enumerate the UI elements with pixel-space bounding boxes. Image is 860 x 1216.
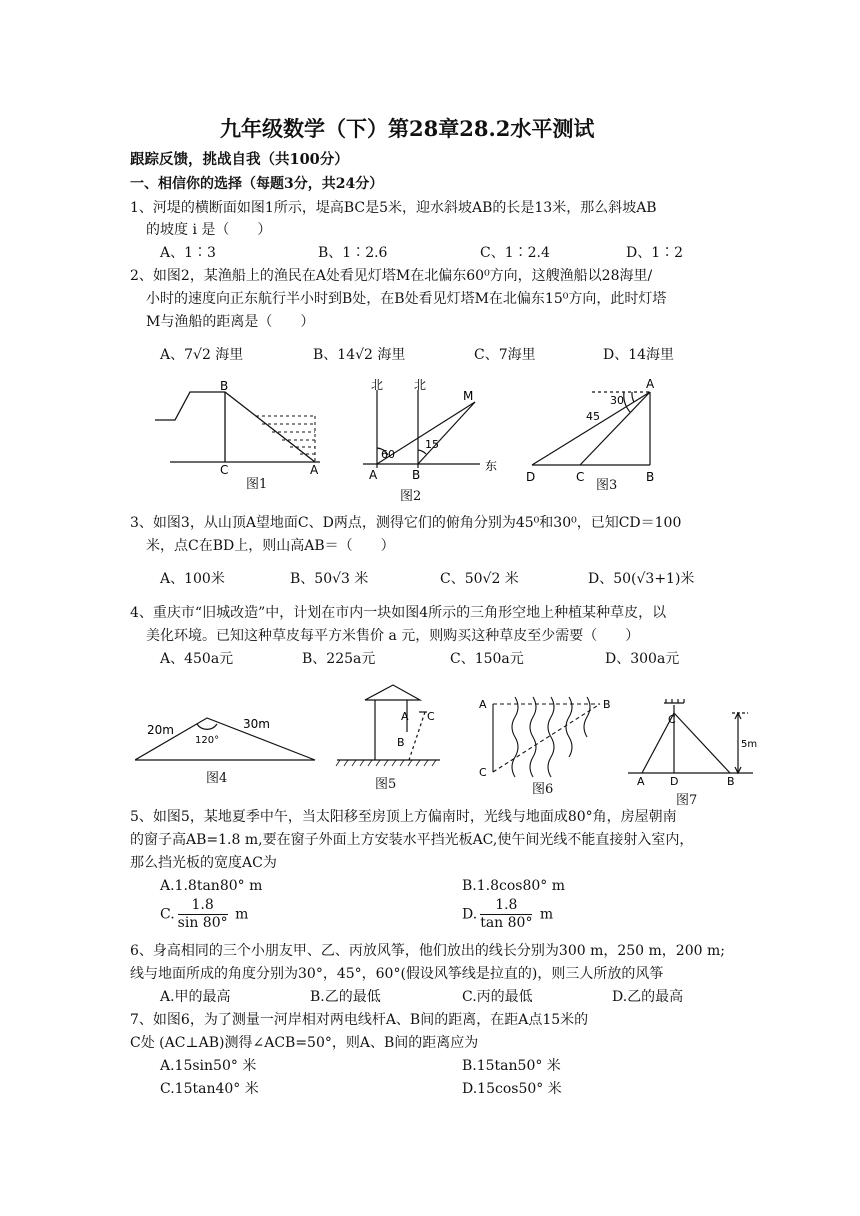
q6-option-a: A.甲的最高 bbox=[160, 989, 231, 1005]
q1-option-c: C、1∶2.4 bbox=[480, 245, 550, 261]
q2-line1: 2、如图2，某渔船上的渔民在A处看见灯塔M在北偏东60⁰方向，这艘渔船以28海里/ bbox=[130, 268, 653, 284]
fig5-caption: 图5 bbox=[375, 777, 397, 792]
fig1-label-b: B bbox=[220, 380, 229, 393]
q5-line3: 那么挡光板的宽度AC为 bbox=[130, 855, 277, 871]
fig2-east: 东 bbox=[485, 459, 498, 473]
page-title: 九年级数学（下）第28章28.2水平测试 bbox=[220, 116, 595, 141]
q2-option-a: A、7√2 海里 bbox=[160, 347, 244, 363]
q3-option-b: B、50√3 米 bbox=[290, 571, 369, 587]
fig4-side-20m: 20m bbox=[147, 723, 174, 737]
q7-line2: C处 (AC⊥AB)测得∠ACB=50°，则A、B间的距离应为 bbox=[130, 1035, 479, 1051]
fig7-label-d: D bbox=[670, 775, 679, 785]
fig6-label-b: B bbox=[603, 698, 611, 711]
q7-option-d: D.15cos50° 米 bbox=[462, 1081, 562, 1097]
q5-d-denominator: tan 80° bbox=[480, 915, 533, 931]
figure-2 bbox=[355, 378, 505, 483]
q2-option-c: C、7海里 bbox=[474, 347, 536, 363]
q1-option-b: B、1∶2.6 bbox=[318, 245, 388, 261]
q5-option-c bbox=[160, 897, 248, 932]
fig2-north-1: 北 bbox=[371, 378, 384, 392]
q5-c-prefix: C. bbox=[160, 906, 175, 923]
fig1-label-c: C bbox=[220, 463, 229, 475]
q2-option-b: B、14√2 海里 bbox=[313, 347, 406, 363]
q7-option-a: A.15sin50° 米 bbox=[160, 1058, 257, 1074]
q6-option-b: B.乙的最低 bbox=[310, 989, 381, 1005]
fig4-side-30m: 30m bbox=[243, 717, 270, 731]
fig3-angle-45: 45 bbox=[586, 410, 600, 423]
figure-5 bbox=[335, 682, 450, 774]
fig3-label-a: A bbox=[646, 377, 655, 391]
q5-d-numerator: 1.8 bbox=[480, 897, 532, 915]
q3-option-c: C、50√2 米 bbox=[440, 571, 519, 587]
q7-option-b: B.15tan50° 米 bbox=[462, 1058, 561, 1074]
q5-option-b: B.1.8cos80° m bbox=[462, 878, 565, 894]
q3-option-a: A、100米 bbox=[160, 571, 225, 587]
fig6-caption: 图6 bbox=[532, 782, 554, 797]
q5-line2: 的窗子高AB=1.8 m,要在窗子外面上方安装水平挡光板AC,使午间光线不能直接射入室内， bbox=[130, 832, 694, 848]
q4-option-c: C、150a元 bbox=[450, 651, 524, 667]
fig2-angle-15: 15 bbox=[425, 438, 439, 451]
fig7-caption: 图7 bbox=[676, 793, 698, 808]
fig3-angle-30: 30 bbox=[610, 394, 624, 407]
fig2-angle-60: 60 bbox=[381, 448, 395, 461]
fig3-caption: 图3 bbox=[596, 478, 618, 493]
fig1-label-a: A bbox=[310, 463, 319, 475]
q6-line2: 线与地面所成的角度分别为30°，45°，60°(假设风筝线是拉直的)，则三人所放的风筝 bbox=[130, 966, 664, 982]
q5-option-d bbox=[462, 897, 553, 932]
q3-option-d: D、50(√3+1)米 bbox=[588, 571, 695, 587]
fig3-label-b: B bbox=[646, 470, 655, 484]
fig2-label-a: A bbox=[369, 468, 378, 482]
fig5-label-a: A bbox=[401, 710, 409, 723]
fig6-label-a: A bbox=[479, 698, 487, 711]
q2-line2: 小时的速度向正东航行半小时到B处，在B处看见灯塔M在北偏东15⁰方向，此时灯塔 bbox=[146, 291, 667, 307]
section-subtitle: 跟踪反馈，挑战自我（共100分） bbox=[130, 151, 349, 168]
q2-option-d: D、14海里 bbox=[603, 347, 675, 363]
q6-option-c: C.丙的最低 bbox=[462, 989, 533, 1005]
q5-d-fraction bbox=[480, 897, 532, 932]
q1-line2: 的坡度 i 是（ ） bbox=[146, 222, 272, 238]
fig5-label-b: B bbox=[397, 736, 405, 749]
q1-option-d: D、1∶2 bbox=[626, 245, 684, 261]
fig7-label-c: C bbox=[668, 713, 676, 726]
figure-7 bbox=[628, 693, 758, 785]
figure-4 bbox=[135, 708, 320, 766]
figure-3 bbox=[520, 372, 665, 487]
q6-option-d: D.乙的最高 bbox=[612, 989, 684, 1005]
q4-line2: 美化环境。已知这种草皮每平方米售价 a 元，则购买这种草皮至少需要（ ） bbox=[146, 628, 640, 644]
fig7-label-b: B bbox=[727, 775, 735, 785]
fig2-caption: 图2 bbox=[400, 489, 422, 504]
fig6-label-c: C bbox=[479, 766, 487, 779]
q5-d-unit: m bbox=[539, 906, 554, 923]
q5-c-unit: m bbox=[235, 906, 249, 923]
section-heading: 一、相信你的选择（每题3分，共24分） bbox=[130, 176, 384, 192]
fig2-north-2: 北 bbox=[414, 378, 427, 392]
q1-option-a: A、1∶3 bbox=[160, 245, 216, 261]
fig2-label-m: M bbox=[463, 389, 474, 403]
fig7-label-a: A bbox=[637, 775, 645, 785]
q7-option-c: C.15tan40° 米 bbox=[160, 1081, 259, 1097]
q3-line1: 3、如图3，从山顶A望地面C、D两点，测得它们的俯角分别为45⁰和30⁰，已知CD＝100 bbox=[130, 515, 682, 531]
fig7-height: 5m bbox=[741, 739, 758, 750]
fig4-caption: 图4 bbox=[206, 771, 228, 786]
q2-line3: M与渔船的距离是（ ） bbox=[146, 314, 315, 330]
q4-option-d: D、300a元 bbox=[605, 651, 680, 667]
q1-line1: 1、河堤的横断面如图1所示，堤高BC是5米，迎水斜坡AB的长是13米，那么斜坡AB bbox=[130, 200, 657, 216]
figure-6 bbox=[475, 692, 625, 782]
q4-line1: 4、重庆市“旧城改造”中，计划在市内一块如图4所示的三角形空地上种植某种草皮，以 bbox=[130, 605, 667, 621]
q3-line2: 米，点C在BD上，则山高AB＝（ ） bbox=[146, 538, 395, 554]
figure-1 bbox=[140, 380, 330, 475]
q5-option-a: A.1.8tan80° m bbox=[160, 878, 263, 894]
fig3-label-d: D bbox=[526, 470, 536, 484]
q5-c-numerator: 1.8 bbox=[178, 897, 228, 915]
q5-line1: 5、如图5，某地夏季中午，当太阳移至房顶上方偏南时，光线与地面成80°角，房屋朝南 bbox=[130, 809, 677, 825]
q6-line1: 6、身高相同的三个小朋友甲、乙、丙放风筝，他们放出的线长分别为300 m，250 m，200 m; bbox=[130, 943, 725, 959]
fig5-label-c: C bbox=[427, 710, 435, 723]
fig4-angle-120: 120° bbox=[195, 735, 220, 746]
q5-c-denominator: sin 80° bbox=[177, 915, 228, 931]
fig1-caption: 图1 bbox=[246, 477, 268, 492]
q4-option-b: B、225a元 bbox=[302, 651, 376, 667]
q4-option-a: A、450a元 bbox=[160, 651, 234, 667]
q5-c-fraction bbox=[178, 897, 228, 932]
fig3-label-c: C bbox=[576, 470, 585, 484]
fig2-label-b: B bbox=[412, 468, 421, 482]
q7-line1: 7、如图6，为了测量一河岸相对两电线杆A、B间的距离，在距A点15米的 bbox=[130, 1012, 589, 1028]
q5-d-prefix: D. bbox=[462, 906, 478, 923]
